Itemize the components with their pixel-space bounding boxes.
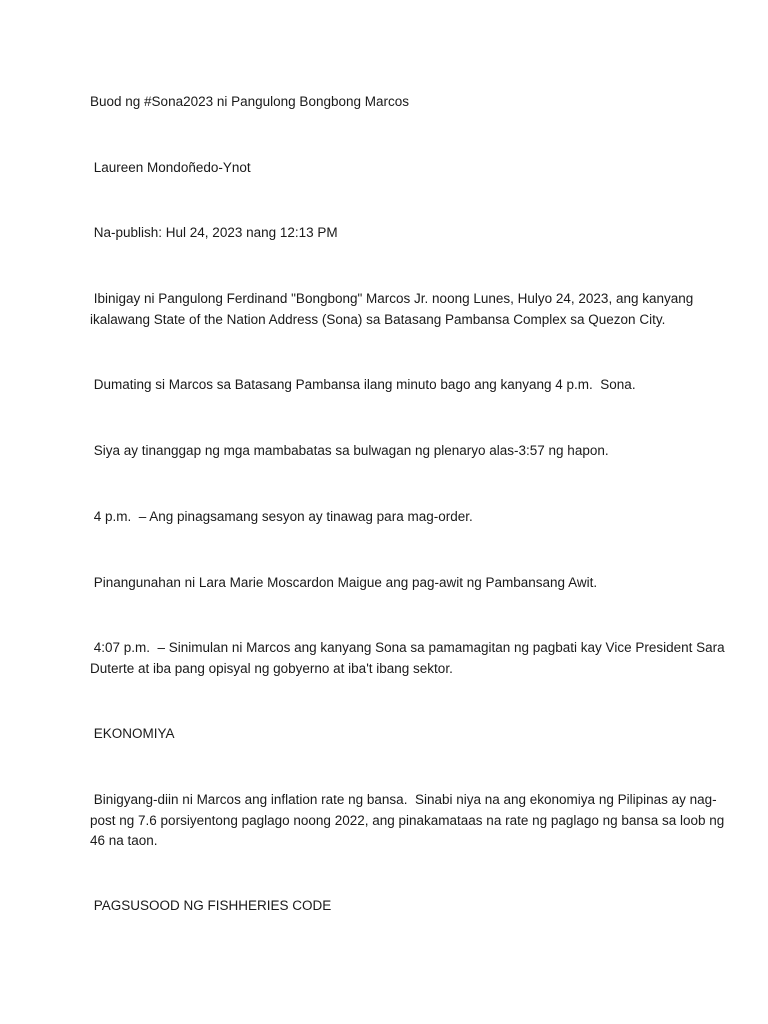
paragraph-line: Siya ay tinanggap ng mga mambabatas sa bulwagan ng plenaryo alas-3:57 ng hapon. — [90, 443, 609, 458]
paragraph-line: ikalawang State of the Nation Address (Sona) sa Batasang Pambansa Complex sa Quezon City. — [90, 312, 666, 327]
publish-date: Na-publish: Hul 24, 2023 nang 12:13 PM — [90, 225, 338, 240]
paragraph-line: 4 p.m. – Ang pinagsamang sesyon ay tinawag para mag-order. — [90, 509, 473, 524]
section-heading: PAGSUSOOD NG FISHHERIES CODE — [90, 898, 332, 913]
paragraph-line: Duterte at iba pang opisyal ng gobyerno at iba't ibang sektor. — [90, 661, 453, 676]
paragraph-line: Dumating si Marcos sa Batasang Pambansa ilang minuto bago ang kanyang 4 p.m. Sona. — [90, 377, 636, 392]
paragraph-line: 46 na taon. — [90, 833, 158, 848]
paragraph-line: 4:07 p.m. – Sinimulan ni Marcos ang kanyang Sona sa pamamagitan ng pagbati kay Vice President Sara — [90, 640, 725, 655]
author-name: Laureen Mondoñedo-Ynot — [90, 160, 251, 175]
paragraph-line: Pinangunahan ni Lara Marie Moscardon Maigue ang pag-awit ng Pambansang Awit. — [90, 575, 598, 590]
paragraph-line: post ng 7.6 porsiyentong paglago noong 2022, ang pinakamataas na rate ng paglago ng bansa sa loob ng — [90, 813, 725, 828]
paragraph-line: Ibinigay ni Pangulong Ferdinand "Bongbong" Marcos Jr. noong Lunes, Hulyo 24, 2023, ang kanyang — [90, 291, 694, 306]
paragraph-line: Binigyang-diin ni Marcos ang inflation rate ng bansa. Sinabi niya na ang ekonomiya ng Pilipinas ay nag- — [90, 792, 717, 807]
document-title: Buod ng #Sona2023 ni Pangulong Bongbong Marcos — [90, 94, 410, 109]
section-heading: EKONOMIYA — [90, 726, 175, 741]
